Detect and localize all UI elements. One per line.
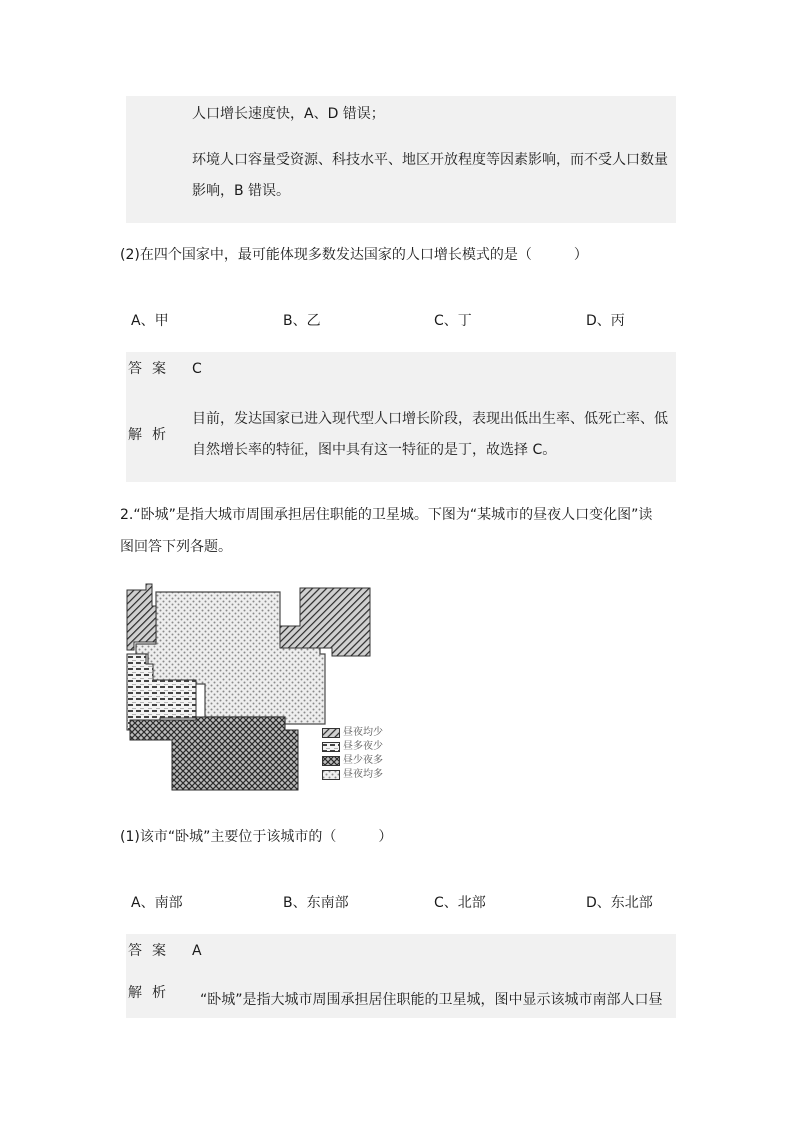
analysis-text-line: 人口增长速度快，A、D 错误；: [192, 106, 385, 122]
legend-item: [322, 754, 383, 767]
legend-swatch-day-more: [322, 742, 340, 752]
question-stem: (1)该市“卧城”主要位于该城市的（ ）: [120, 829, 393, 845]
legend-label: 昼夜均少: [343, 727, 383, 738]
analysis-text-line: 自然增长率的特征，图中具有这一特征的是丁，故选择 C。: [192, 442, 557, 458]
analysis-text-line: 影响，B 错误。: [192, 183, 291, 199]
option-c[interactable]: C、丁: [434, 313, 472, 329]
legend-swatch-night-more: [322, 756, 340, 766]
answer-label: 答案: [128, 943, 176, 959]
problem-intro: 2.“卧城”是指大城市周围承担居住职能的卫星城。下图为“某城市的昼夜人口变化图”读: [120, 507, 653, 523]
legend-label: 昼多夜少: [343, 741, 383, 752]
option-b[interactable]: B、东南部: [283, 895, 349, 911]
option-a[interactable]: A、甲: [131, 313, 169, 329]
option-d[interactable]: D、东北部: [586, 895, 653, 911]
answer-value: A: [192, 943, 202, 959]
option-b[interactable]: B、乙: [283, 313, 321, 329]
option-d[interactable]: D、丙: [586, 313, 625, 329]
legend-item: [322, 740, 383, 753]
region-day-night-both-low-ne: [280, 588, 370, 656]
legend-label: 昼夜均多: [343, 769, 383, 780]
answer-value: C: [192, 361, 202, 377]
legend-item: [322, 768, 383, 781]
option-a[interactable]: A、南部: [131, 895, 183, 911]
legend-label: 昼少夜多: [343, 755, 383, 766]
analysis-text-line: “卧城”是指大城市周围承担居住职能的卫星城，图中显示该城市南部人口昼: [200, 992, 663, 1008]
region-day-night-both-low-nw: [127, 584, 156, 650]
option-c[interactable]: C、北部: [434, 895, 486, 911]
analysis-label: 解析: [128, 427, 176, 443]
question-stem: (2)在四个国家中，最可能体现多数发达国家的人口增长模式的是（ ）: [120, 247, 588, 263]
region-day-less-night-more: [130, 717, 298, 790]
analysis-text-line: 目前，发达国家已进入现代型人口增长阶段，表现出低出生率、低死亡率、低: [192, 411, 668, 427]
legend-swatch-both-high: [322, 770, 340, 780]
map-legend: [322, 726, 412, 784]
analysis-label: 解析: [128, 985, 176, 1001]
legend-item: [322, 726, 383, 739]
legend-swatch-both-low: [322, 728, 340, 738]
analysis-text-line: 环境人口容量受资源、科技水平、地区开放程度等因素影响，而不受人口数量: [192, 152, 668, 168]
answer-label: 答案: [128, 361, 176, 377]
problem-intro: 图回答下列各题。: [120, 539, 232, 555]
